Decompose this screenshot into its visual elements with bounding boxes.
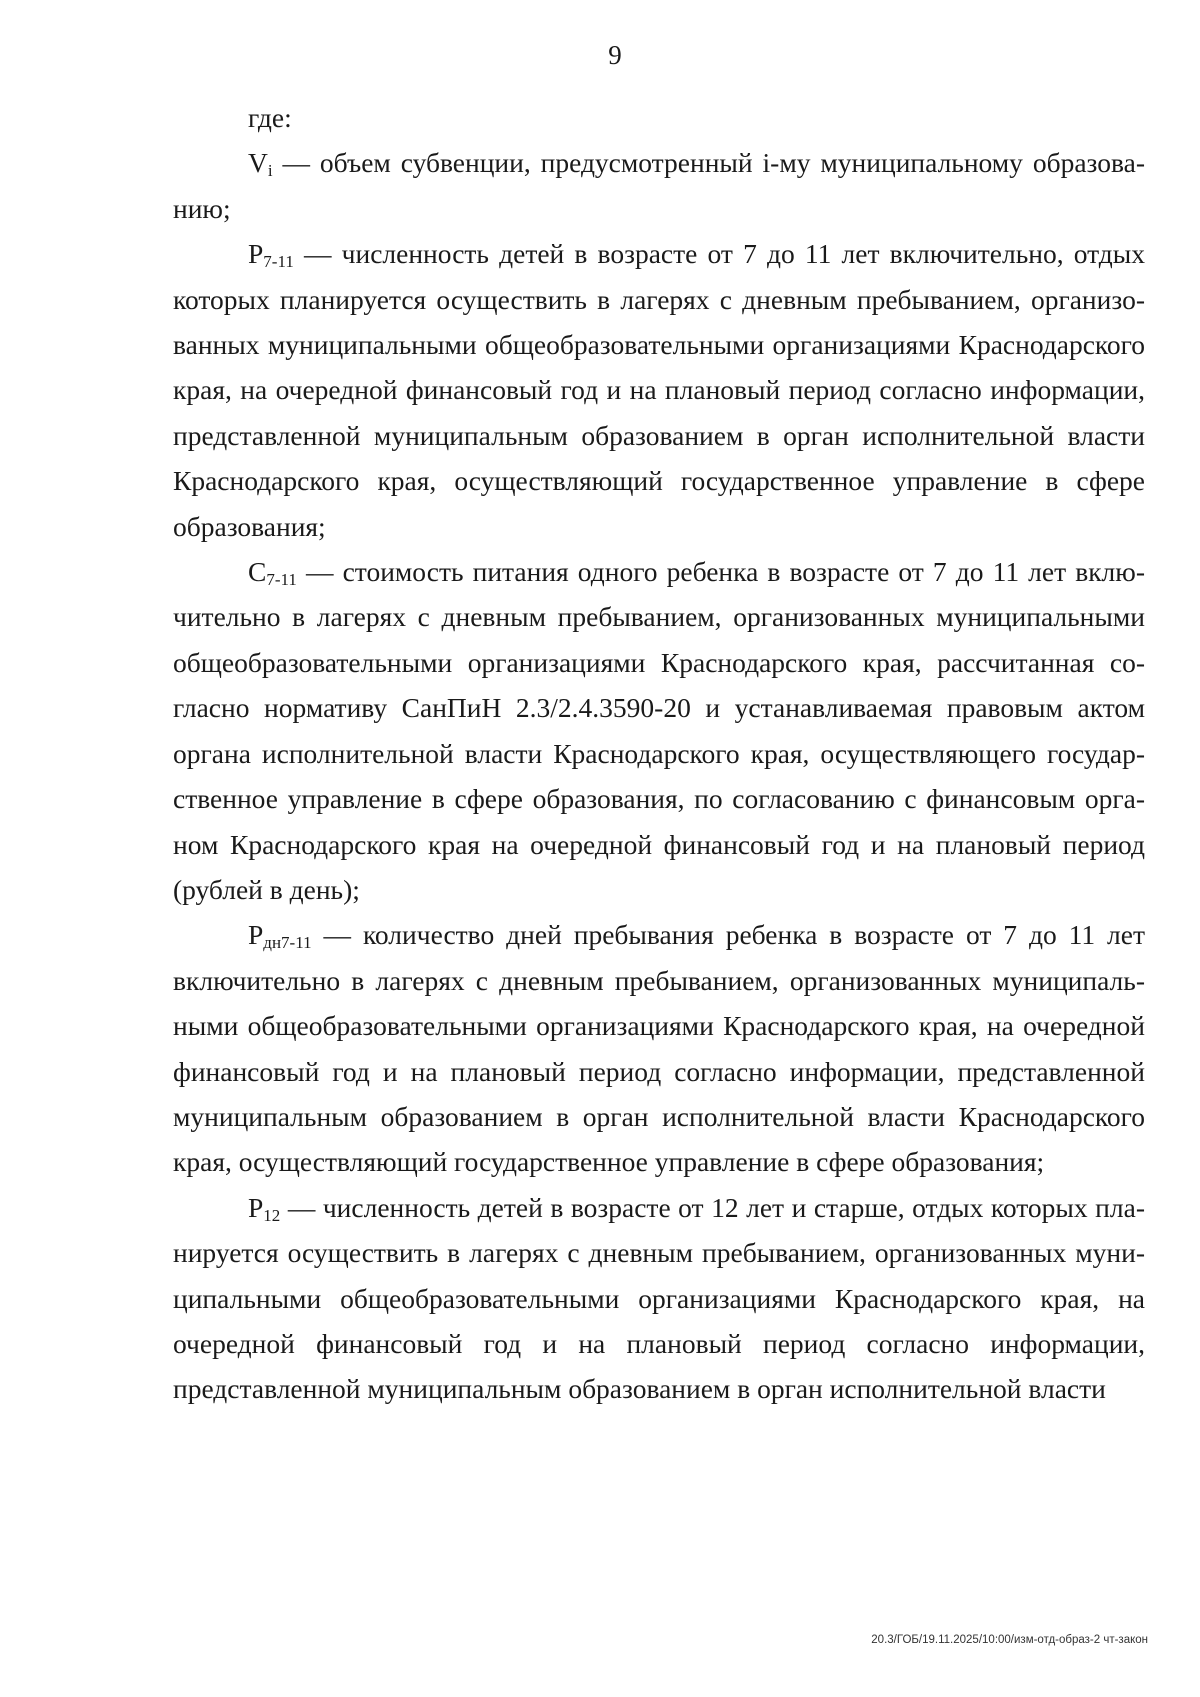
paragraph-text: где: bbox=[248, 102, 292, 133]
variable-subscript: 7-11 bbox=[266, 570, 297, 590]
paragraph-where bbox=[173, 95, 1145, 140]
page-number: 9 bbox=[608, 40, 622, 70]
paragraph-text: — количество дней пребывания ребенка в возрасте от 7 до 11 лет включительно в лагерях с дневным пребыванием, организованных муниципальными общеобразовательными организациями Краснодарского края, на очередной финансовый год и на плановый период согласно информации, представленной муниципальным образованием в орган исполнительной власти Краснодарского края, осуществляющий государственное управление в сфере образования; bbox=[173, 919, 1145, 1178]
variable-symbol: P bbox=[248, 919, 264, 951]
paragraph-definition-pdn7-11 bbox=[173, 912, 1145, 1184]
paragraph-text: — численность детей в возрасте от 12 лет и старше, отдых которых планируется осуществить в лагерях с дневным пребыванием, организованных муниципальными общеобразовательными организациями Краснодарского края, на очередной финансовый год и на плановый период согласно информации, представленной муниципальным образованием в орган исполнительной власти bbox=[173, 1191, 1145, 1405]
variable-subscript: дн7-11 bbox=[263, 933, 312, 953]
variable-symbol: P bbox=[248, 238, 264, 270]
document-body bbox=[173, 95, 1145, 1412]
paragraph-text: — стоимость питания одного ребенка в возрасте от 7 до 11 лет включительно в лагерях с дневным пребыванием, организованных муниципальными общеобразовательными организациями Краснодарского края, рассчитанная согласно нормативу СанПиН 2.3/2.4.3590-20 и устанавливаемая правовым актом органа исполнительной власти Краснодарского края, осуществляющего государственное управление в сфере образования, по согласованию с финансовым органом Краснодарского края на очередной финансовый год и на плановый период (рублей в день); bbox=[173, 556, 1145, 905]
variable-symbol: V bbox=[248, 147, 268, 179]
paragraph-definition-p12 bbox=[173, 1185, 1145, 1412]
paragraph-definition-vi bbox=[173, 140, 1145, 231]
paragraph-definition-c7-11 bbox=[173, 549, 1145, 912]
document-registration-code: 20.3/ГОБ/19.11.2025/10:00/изм-отд-образ-2 чт-закон bbox=[871, 1634, 1148, 1646]
paragraph-text: — численность детей в возрасте от 7 до 11 лет включительно, отдых которых планируется осуществить в лагерях с дневным пребыванием, организованных муниципальными общеобразовательными организациями Краснодарского края, на очередной финансовый год и на плановый период согласно информации, представленной муниципальным образованием в орган исполнительной власти Краснодарского края, осуществляющий государственное управление в сфере образования; bbox=[173, 238, 1145, 542]
paragraph-definition-p7-11 bbox=[173, 231, 1145, 549]
variable-subscript: 12 bbox=[263, 1205, 281, 1225]
variable-symbol: P bbox=[248, 1191, 264, 1223]
paragraph-text: — объем субвенции, предусмотренный i-му муниципальному образованию; bbox=[173, 147, 1145, 224]
variable-symbol: C bbox=[248, 556, 267, 588]
variable-subscript: 7-11 bbox=[263, 252, 294, 272]
variable-subscript: i bbox=[267, 161, 273, 181]
